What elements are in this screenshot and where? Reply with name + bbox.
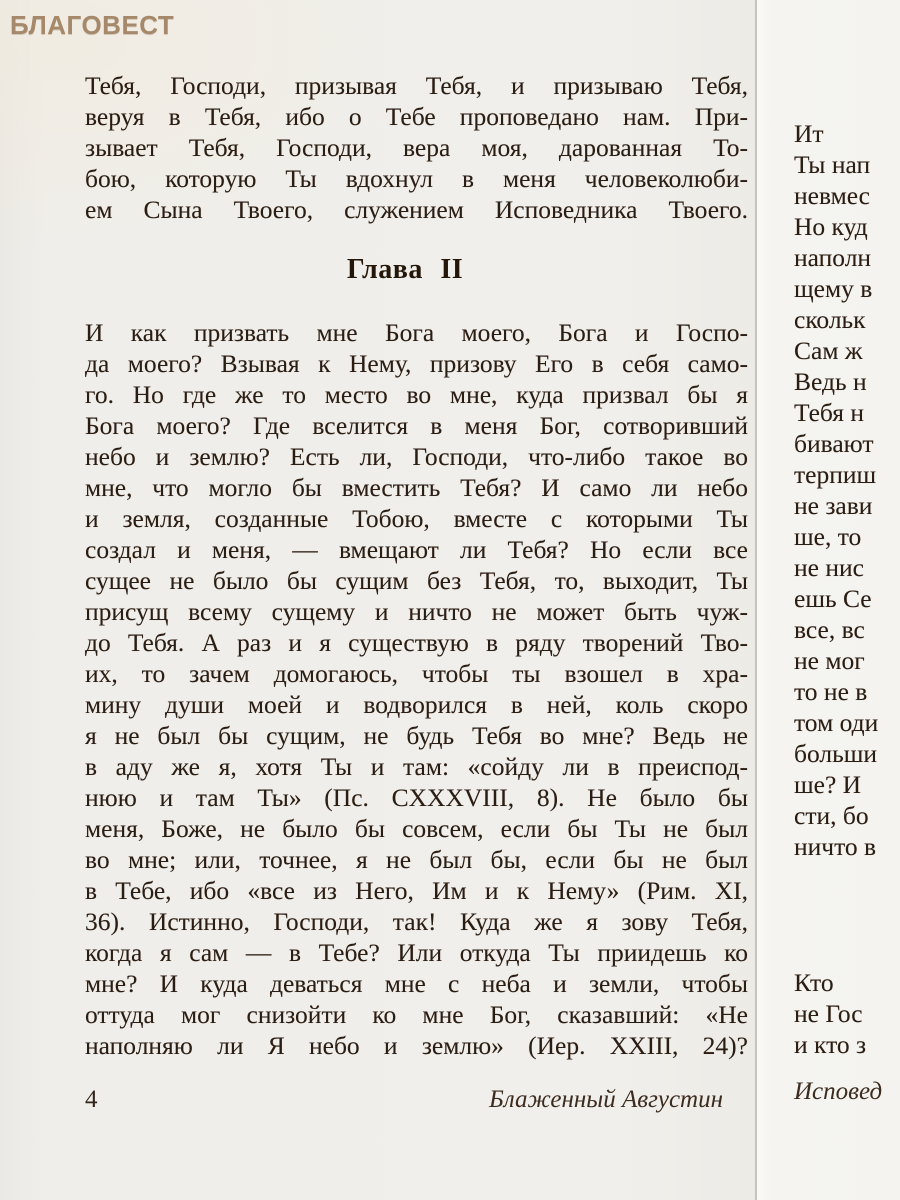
chapter-heading: Глава II (346, 254, 464, 285)
text-line-fragment: Кто (794, 968, 834, 997)
text-line-fragment: больши (794, 739, 878, 768)
blagovest-watermark: БЛАГОВЕСТ (10, 10, 175, 40)
text-line: Бога моего? Где вселится в меня Бог, сотворивший (85, 411, 748, 440)
text-line: Тебя, Господи, призывая Тебя, и призываю Тебя, (85, 71, 748, 100)
text-line: зывает Тебя, Господи, вера моя, дарованная То- (85, 133, 748, 162)
text-line: до Тебя. А раз и я существую в ряду творений Тво- (85, 628, 748, 657)
text-line-fragment: том оди (794, 708, 879, 737)
text-line: я не был бы сущим, не будь Тебя во мне? Ведь не (85, 721, 748, 750)
text-line: нюю и там Ты» (Пс. CXXXVIII, 8). Не было бы (85, 783, 748, 812)
left-page-footer (85, 1086, 748, 1114)
text-line-fragment: Но куд (794, 212, 868, 241)
text-line-fragment: щему в (794, 274, 873, 303)
text-line-fragment: ше, то (794, 522, 862, 551)
text-line-fragment: ешь Се (794, 584, 872, 613)
text-line: в аду же я, хотя Ты и там: «сойду ли в преиспод- (85, 752, 748, 781)
text-line-fragment: не Гос (794, 999, 863, 1028)
text-line-fragment: сти, бо (794, 801, 869, 830)
text-line-fragment: не зави (794, 491, 873, 520)
running-title-author: Блаженный Августин (489, 1086, 723, 1113)
text-line-fragment: не нис (794, 553, 864, 582)
text-line-fragment: и кто з (794, 1030, 867, 1059)
text-line: во мне; или, точнее, я не был бы, если бы не был (85, 845, 748, 874)
text-line-fragment: бивают (794, 429, 874, 458)
page-number: 4 (85, 1086, 98, 1113)
text-line: присущ всему сущему и ничто не может быть чуж- (85, 597, 748, 626)
text-line: и земля, созданные Тобою, вместе с которыми Ты (85, 504, 748, 533)
right-page-lower-fragments (794, 967, 900, 1060)
text-line-fragment: скольк (794, 305, 866, 334)
text-line: веруя в Тебя, ибо о Тебе проповедано нам. При- (85, 102, 748, 131)
text-line: создал и меня, — вмещают ли Тебя? Но если все (85, 535, 748, 564)
text-line: в Тебе, ибо «все из Него, Им и к Нему» (Рим. XI, (85, 876, 748, 905)
text-line-fragment: Ит (794, 119, 824, 148)
text-line: оттуда мог снизойти ко мне Бог, сказавший: «Не (85, 1000, 748, 1029)
text-line: 36). Истинно, Господи, так! Куда же я зову Тебя, (85, 907, 748, 936)
text-line-fragment: Сам ж (794, 336, 863, 365)
text-line-fragment: ше? И (794, 770, 862, 799)
text-line-fragment: то не в (794, 677, 868, 706)
text-line: мне, что могло бы вместить Тебя? И само ли небо (85, 473, 748, 502)
text-line-fragment: невмес (794, 181, 870, 210)
text-line-fragment: терпиш (794, 460, 877, 489)
text-line: бою, которую Ты вдохнул в меня человеколюби- (85, 164, 748, 193)
continuation-paragraph (85, 70, 748, 225)
text-line-fragment: не мог (794, 646, 865, 675)
text-line: да моего? Взывая к Нему, призову Его в себя само- (85, 349, 748, 378)
text-line: их, то зачем домогаюсь, чтобы ты взошел в хра- (85, 659, 748, 688)
text-line: ем Сына Твоего, служением Исповедника Твоего. (85, 195, 748, 224)
text-line: И как призвать мне Бога моего, Бога и Госпо- (85, 318, 748, 347)
text-line: мину души моей и водворился в ней, коль скоро (85, 690, 748, 719)
text-line-fragment: ничто в (794, 832, 877, 861)
text-line-fragment: наполн (794, 243, 872, 272)
main-paragraph (85, 317, 748, 1061)
text-line: меня, Боже, не было бы совсем, если бы Ты не был (85, 814, 748, 843)
text-line: го. Но где же то место во мне, куда призвал бы я (85, 380, 748, 409)
text-line-fragment: Тебя н (794, 398, 865, 427)
text-line: когда я сам — в Тебе? Или откуда Ты приидешь ко (85, 938, 748, 967)
text-line-fragment: Ты нап (794, 150, 871, 179)
text-line-fragment: все, вс (794, 615, 865, 644)
text-line: наполняю ли Я небо и землю» (Иер. XXIII, 24)? (85, 1031, 748, 1060)
right-book-page-partial (757, 0, 900, 1200)
text-line: небо и землю? Есть ли, Господи, что-либо такое во (85, 442, 748, 471)
text-line-fragment: Ведь н (794, 367, 867, 396)
running-title-book-fragment: Исповед (794, 1078, 883, 1105)
text-line: сущее не было бы сущим без Тебя, то, выходит, Ты (85, 566, 748, 595)
right-page-paragraph-fragments (794, 118, 900, 862)
text-line: мне? И куда деваться мне с неба и земли, чтобы (85, 969, 748, 998)
